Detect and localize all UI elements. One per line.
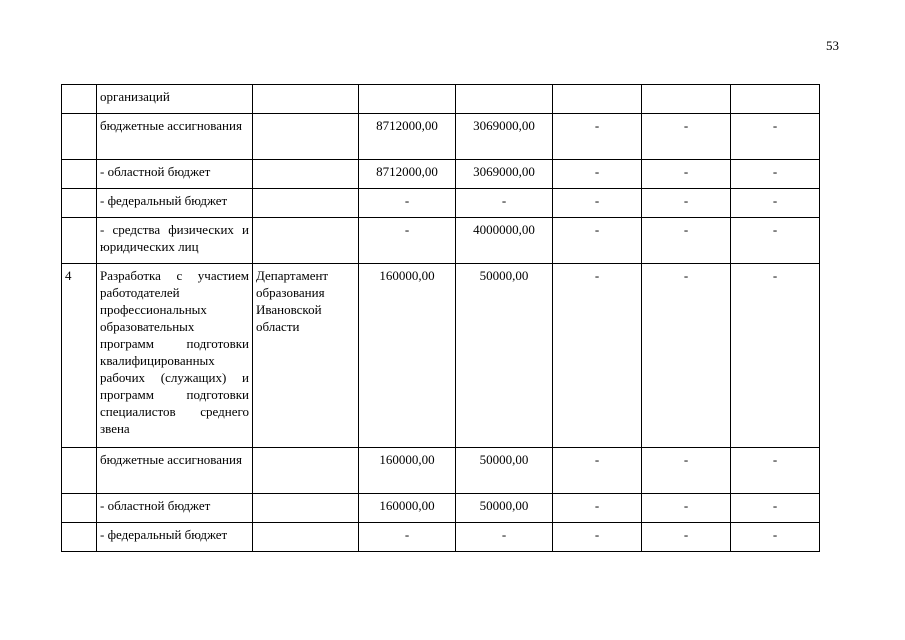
row-number: 4 [62, 264, 97, 448]
activity-name: - федеральный бюджет [97, 523, 253, 552]
value-year-5: - [731, 494, 820, 523]
value-year-3: - [553, 494, 642, 523]
value-year-3: - [553, 218, 642, 264]
value-year-3: - [553, 264, 642, 448]
value-year-5: - [731, 448, 820, 494]
value-year-1 [359, 85, 456, 114]
value-year-4: - [642, 160, 731, 189]
activity-name: - областной бюджет [97, 494, 253, 523]
value-year-3: - [553, 160, 642, 189]
table-row [62, 218, 820, 264]
row-number [62, 85, 97, 114]
value-year-4: - [642, 114, 731, 160]
executor-cell [253, 448, 359, 494]
executor-cell [253, 160, 359, 189]
value-year-1: 8712000,00 [359, 114, 456, 160]
executor-cell [253, 494, 359, 523]
row-number [62, 114, 97, 160]
value-year-3 [553, 85, 642, 114]
value-year-2 [456, 85, 553, 114]
value-year-1: - [359, 189, 456, 218]
value-year-1: 160000,00 [359, 448, 456, 494]
executor-cell [253, 523, 359, 552]
value-year-3: - [553, 523, 642, 552]
value-year-4: - [642, 189, 731, 218]
value-year-5: - [731, 160, 820, 189]
table-row [62, 494, 820, 523]
value-year-3: - [553, 448, 642, 494]
value-year-2: 50000,00 [456, 264, 553, 448]
table-row [62, 114, 820, 160]
value-year-1: - [359, 523, 456, 552]
value-year-5: - [731, 523, 820, 552]
row-number [62, 189, 97, 218]
value-year-4 [642, 85, 731, 114]
value-year-5: - [731, 189, 820, 218]
table-row [62, 189, 820, 218]
value-year-1: 8712000,00 [359, 160, 456, 189]
value-year-2: 50000,00 [456, 494, 553, 523]
row-number [62, 160, 97, 189]
table-row [62, 85, 820, 114]
table-row [62, 448, 820, 494]
activity-name: Разработка с участием работодателей профессиональных образовательных программ подготовки квалифицированных рабочих (служащих) и программ подготовки специалистов среднего звена [97, 264, 253, 448]
executor-cell [253, 218, 359, 264]
table-row [62, 523, 820, 552]
value-year-4: - [642, 523, 731, 552]
executor-cell [253, 114, 359, 160]
executor-cell: Департамент образования Ивановской области [253, 264, 359, 448]
value-year-4: - [642, 218, 731, 264]
activity-name: бюджетные ассигнования [97, 114, 253, 160]
value-year-2: 50000,00 [456, 448, 553, 494]
row-number [62, 448, 97, 494]
executor-cell [253, 85, 359, 114]
table-row [62, 264, 820, 448]
value-year-2: 3069000,00 [456, 114, 553, 160]
budget-table [61, 84, 820, 552]
value-year-5: - [731, 218, 820, 264]
value-year-5 [731, 85, 820, 114]
activity-name: организаций [97, 85, 253, 114]
page-number: 53 [826, 38, 839, 53]
value-year-3: - [553, 189, 642, 218]
value-year-1: 160000,00 [359, 494, 456, 523]
activity-name: - федеральный бюджет [97, 189, 253, 218]
value-year-5: - [731, 114, 820, 160]
value-year-1: - [359, 218, 456, 264]
value-year-1: 160000,00 [359, 264, 456, 448]
activity-name: - средства физических и юридических лиц [97, 218, 253, 264]
value-year-5: - [731, 264, 820, 448]
value-year-4: - [642, 494, 731, 523]
value-year-2: 4000000,00 [456, 218, 553, 264]
value-year-2: - [456, 523, 553, 552]
row-number [62, 523, 97, 552]
activity-name: - областной бюджет [97, 160, 253, 189]
activity-name: бюджетные ассигнования [97, 448, 253, 494]
value-year-2: - [456, 189, 553, 218]
row-number [62, 494, 97, 523]
row-number [62, 218, 97, 264]
table-row [62, 160, 820, 189]
value-year-4: - [642, 264, 731, 448]
value-year-2: 3069000,00 [456, 160, 553, 189]
value-year-3: - [553, 114, 642, 160]
executor-cell [253, 189, 359, 218]
value-year-4: - [642, 448, 731, 494]
